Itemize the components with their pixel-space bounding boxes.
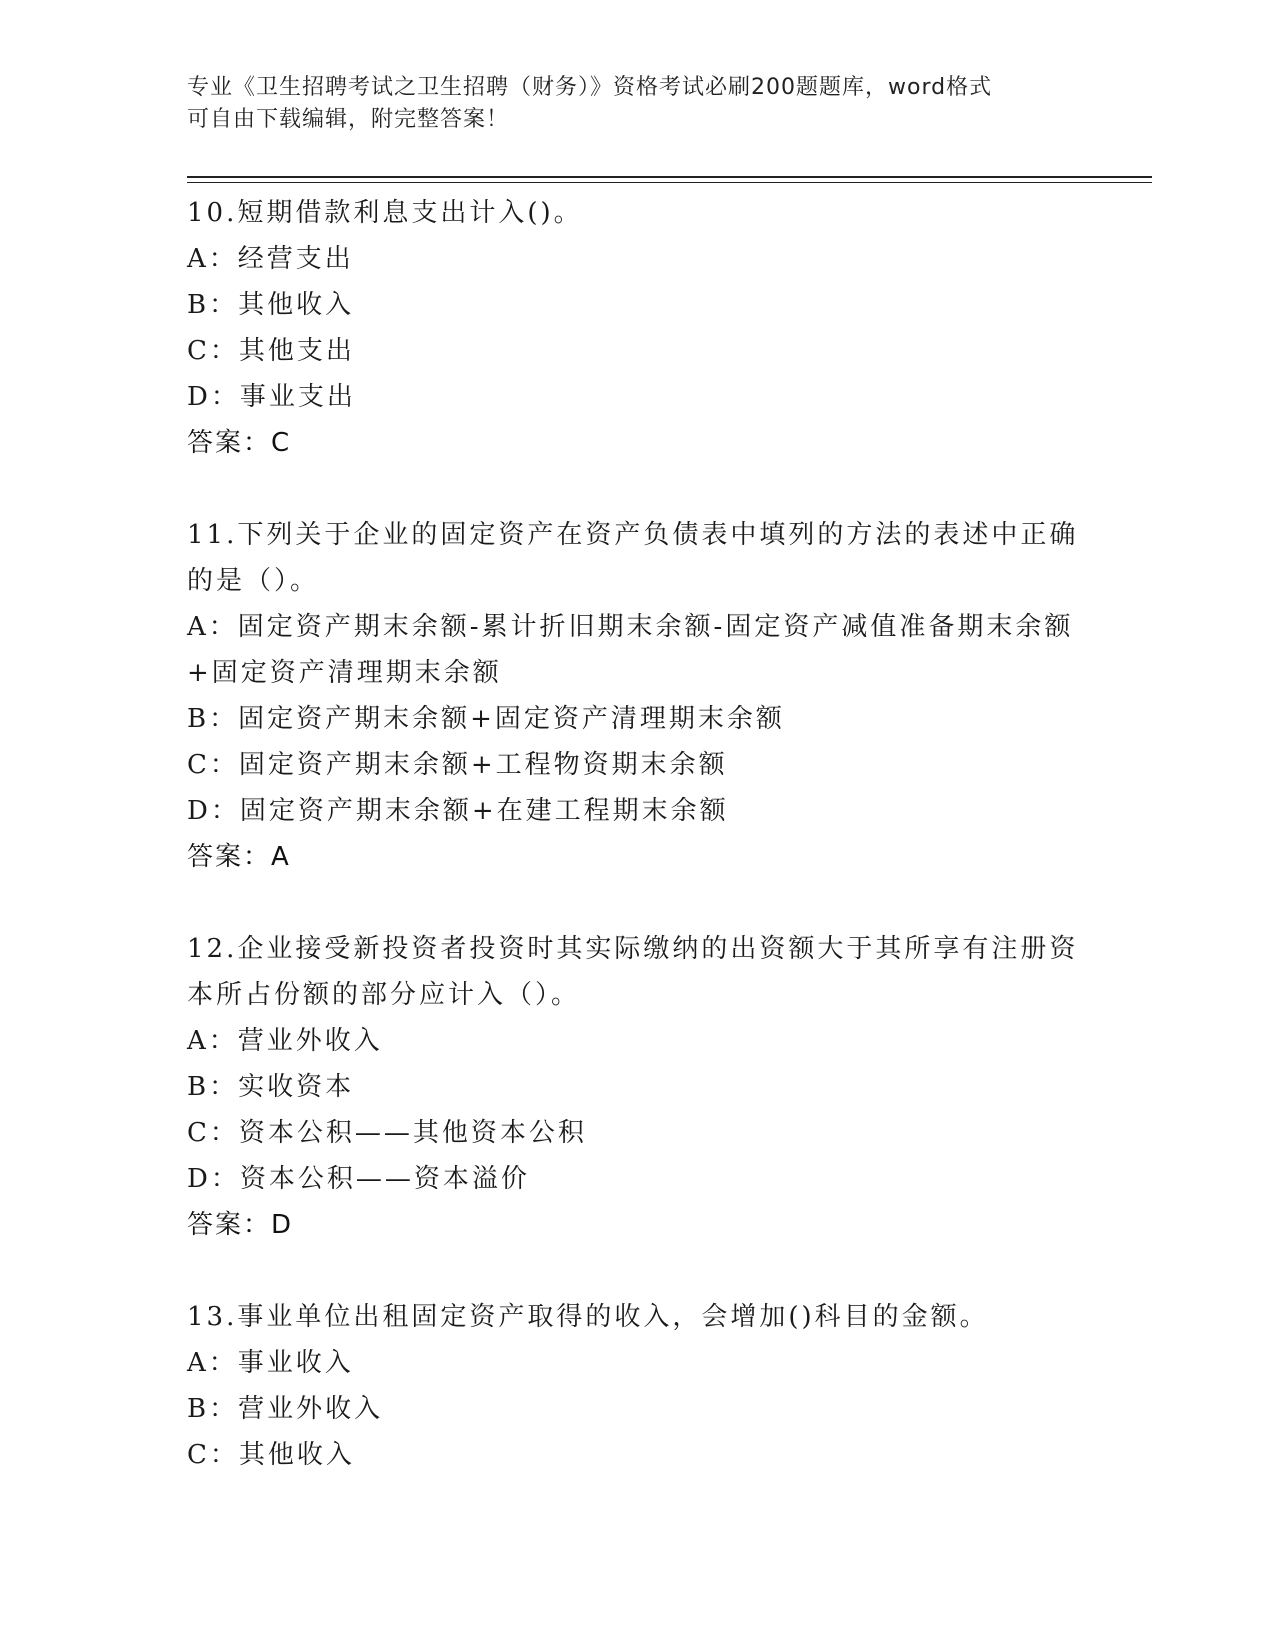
option-d: D：事业支出 [187,382,356,412]
question-spacer [187,880,1087,926]
header-divider-thick [187,176,1152,178]
answer-text: 答案：D [187,1210,294,1240]
option-c: C：其他支出 [187,336,355,366]
document-header [187,72,1087,136]
option-b: B：实收资本 [187,1072,355,1102]
option-a: A：固定资产期末余额-累计折旧期末余额-固定资产减值准备期末余额 [187,612,1074,642]
question-10 [187,190,1087,466]
option-d: D：资本公积——资本溢价 [187,1164,530,1194]
option-c: C：资本公积——其他资本公积 [187,1118,587,1148]
question-stem-continued: 的是（）。 [187,566,320,596]
question-stem: 12.企业接受新投资者投资时其实际缴纳的出资额大于其所享有注册资 [187,934,1079,964]
option-a: A：营业外收入 [187,1026,383,1056]
question-spacer [187,1248,1087,1294]
question-13 [187,1294,1087,1478]
header-line-1: 专业《卫生招聘考试之卫生招聘（财务）》资格考试必刷200题题库，word格式 [187,75,993,100]
question-stem: 13.事业单位出租固定资产取得的收入，会增加()科目的金额。 [187,1302,989,1332]
option-b: B：固定资产期末余额+固定资产清理期末余额 [187,704,785,734]
option-a-continued: +固定资产清理期末余额 [187,658,502,688]
question-stem: 10.短期借款利息支出计入()。 [187,198,583,228]
option-b: B：营业外收入 [187,1394,384,1424]
question-stem: 11.下列关于企业的固定资产在资产负债表中填列的方法的表述中正确 [187,520,1079,550]
question-11 [187,512,1087,880]
option-a: A：事业收入 [187,1348,354,1378]
answer-text: 答案：C [187,428,292,458]
option-b: B：其他收入 [187,290,355,320]
question-12 [187,926,1087,1248]
question-stem-continued: 本所占份额的部分应计入（）。 [187,980,581,1010]
option-c: C：其他收入 [187,1440,355,1470]
option-d: D：固定资产期末余额+在建工程期末余额 [187,796,729,826]
question-spacer [187,466,1087,512]
answer-text: 答案：A [187,842,291,872]
question-list [187,190,1087,1478]
option-c: C：固定资产期末余额+工程物资期末余额 [187,750,728,780]
option-a: A：经营支出 [187,244,354,274]
header-line-2: 可自由下载编辑，附完整答案！ [187,107,510,132]
header-divider-thin [187,182,1152,183]
